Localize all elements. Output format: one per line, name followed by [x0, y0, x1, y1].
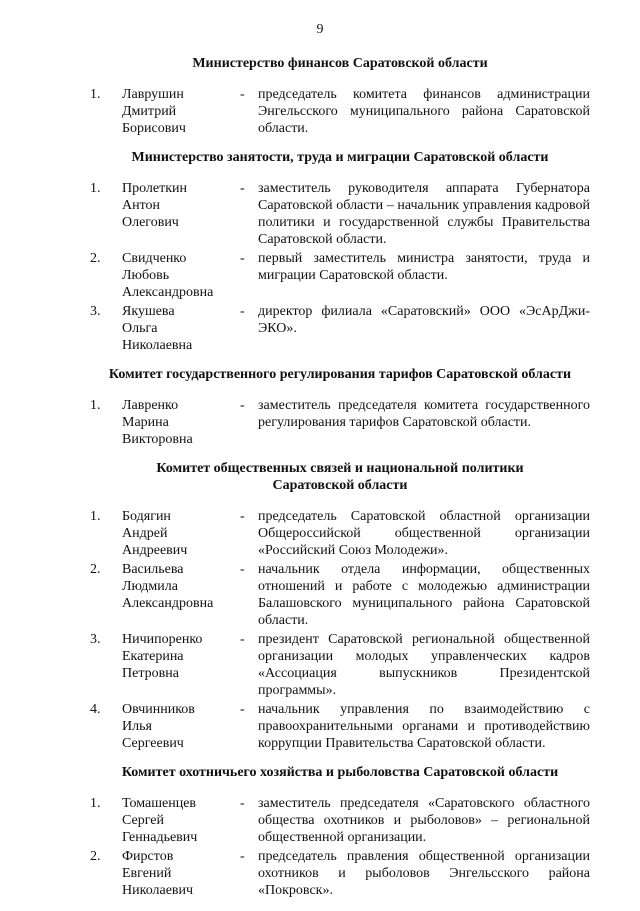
first-name: Ольга: [122, 321, 158, 336]
section-entries: [90, 86, 590, 137]
patronymic: Александровна: [122, 285, 214, 300]
member-position: председатель комитета финансов администрации Энгельсского муниципального района Саратовской области.: [258, 87, 590, 136]
entry-number: 2.: [90, 562, 101, 577]
surname: Томашенцев: [122, 796, 197, 811]
patronymic: Петровна: [122, 666, 179, 681]
member-name: [122, 180, 240, 248]
patronymic: Борисович: [122, 121, 186, 136]
surname: Лаврушин: [122, 87, 184, 102]
member-name: [122, 508, 240, 559]
document-content: [90, 55, 590, 911]
member-position: заместитель председателя «Саратовского областного общества охотников и рыболовов» – региональной общественной организации.: [258, 796, 590, 845]
surname: Бодягин: [122, 509, 171, 524]
section-title-line: Комитет общественных связей и национальной политики: [156, 461, 524, 476]
first-name: Илья: [122, 719, 152, 734]
patronymic: Николаевна: [122, 338, 193, 353]
first-name: Людмила: [122, 579, 178, 594]
member-entry: [90, 180, 590, 248]
entry-number: 1.: [90, 87, 101, 102]
member-position: начальник отдела информации, общественных отношений и работе с молодежью администрации Балашовского муниципального района Саратовской области.: [258, 562, 590, 628]
entry-dash: -: [240, 702, 245, 717]
member-position: начальник управления по взаимодействию с правоохранительными органами и противодействию коррупции Правительства Саратовской области.: [258, 702, 590, 751]
member-entry: [90, 508, 590, 559]
member-entry: [90, 561, 590, 629]
entry-number: 4.: [90, 702, 101, 717]
first-name: Антон: [122, 198, 161, 213]
member-name: [122, 397, 240, 448]
entry-dash: -: [240, 849, 245, 864]
patronymic: Олегович: [122, 215, 179, 230]
patronymic: Викторовна: [122, 432, 193, 447]
member-name: [122, 86, 240, 137]
member-position: директор филиала «Саратовский» ООО «ЭсАрДжи-ЭКО».: [258, 304, 590, 336]
member-entry: [90, 397, 590, 448]
entry-dash: -: [240, 181, 245, 196]
section-entries: [90, 180, 590, 354]
patronymic: Андреевич: [122, 543, 188, 558]
member-entry: [90, 631, 590, 699]
member-entry: [90, 86, 590, 137]
entry-number: 2.: [90, 251, 101, 266]
member-name: [122, 561, 240, 629]
member-position: заместитель руководителя аппарата Губернатора Саратовской области – начальник управления кадровой политики и государственной службы Правительства Саратовской области.: [258, 181, 590, 247]
entry-number: 1.: [90, 181, 101, 196]
section-entries: [90, 795, 590, 899]
patronymic: Александровна: [122, 596, 214, 611]
section-title: [90, 460, 590, 494]
surname: Васильева: [122, 562, 184, 577]
first-name: Евгений: [122, 866, 172, 881]
member-position: заместитель председателя комитета государственного регулирования тарифов Саратовской области.: [258, 398, 590, 430]
section-title-line: Саратовской области: [272, 478, 408, 493]
member-name: [122, 250, 240, 301]
member-name: [122, 303, 240, 354]
first-name: Екатерина: [122, 649, 184, 664]
member-position: председатель Саратовской областной организации Общероссийской общественной организации «Российский Союз Молодежи».: [258, 509, 590, 558]
first-name: Андрей: [122, 526, 168, 541]
member-entry: [90, 250, 590, 301]
member-name: [122, 701, 240, 752]
entry-dash: -: [240, 796, 245, 811]
entry-dash: -: [240, 304, 245, 319]
patronymic: Сергеевич: [122, 736, 184, 751]
first-name: Сергей: [122, 813, 164, 828]
entry-number: 2.: [90, 849, 101, 864]
member-position: первый заместитель министра занятости, труда и миграции Саратовской области.: [258, 251, 590, 283]
entry-number: 1.: [90, 398, 101, 413]
first-name: Любовь: [122, 268, 170, 283]
surname: Якушева: [122, 304, 175, 319]
page-number: 9: [316, 22, 324, 37]
entry-dash: -: [240, 562, 245, 577]
member-entry: [90, 795, 590, 846]
surname: Пролеткин: [122, 181, 188, 196]
entry-dash: -: [240, 251, 245, 266]
section-title: Комитет государственного регулирования тарифов Саратовской области: [108, 367, 572, 382]
member-entry: [90, 701, 590, 752]
entry-dash: -: [240, 87, 245, 102]
entry-number: 3.: [90, 304, 101, 319]
surname: Фирстов: [122, 849, 174, 864]
member-position: президент Саратовской региональной общественной организации молодых управленческих кадров «Ассоциация выпускников Президентской программы».: [258, 632, 590, 698]
surname: Ничипоренко: [122, 632, 203, 647]
member-entry: [90, 303, 590, 354]
member-entry: [90, 848, 590, 899]
first-name: Марина: [122, 415, 169, 430]
section-entries: [90, 397, 590, 448]
member-name: [122, 848, 240, 899]
member-name: [122, 631, 240, 699]
entry-dash: -: [240, 398, 245, 413]
surname: Овчинников: [122, 702, 195, 717]
section-title: Министерство финансов Саратовской области: [192, 56, 488, 71]
entry-number: 3.: [90, 632, 101, 647]
patronymic: Геннадьевич: [122, 830, 198, 845]
section-title: Комитет охотничьего хозяйства и рыболовства Саратовской области: [121, 765, 559, 780]
entry-dash: -: [240, 509, 245, 524]
surname: Лавренко: [122, 398, 179, 413]
entry-number: 1.: [90, 509, 101, 524]
surname: Свидченко: [122, 251, 187, 266]
entry-dash: -: [240, 632, 245, 647]
entry-number: 1.: [90, 796, 101, 811]
first-name: Дмитрий: [122, 104, 177, 119]
section-entries: [90, 508, 590, 752]
member-position: председатель правления общественной организации охотников и рыболовов Энгельсского района «Покровск».: [258, 849, 590, 898]
section-title: Министерство занятости, труда и миграции Саратовской области: [131, 150, 549, 165]
patronymic: Николаевич: [122, 883, 194, 898]
member-name: [122, 795, 240, 846]
